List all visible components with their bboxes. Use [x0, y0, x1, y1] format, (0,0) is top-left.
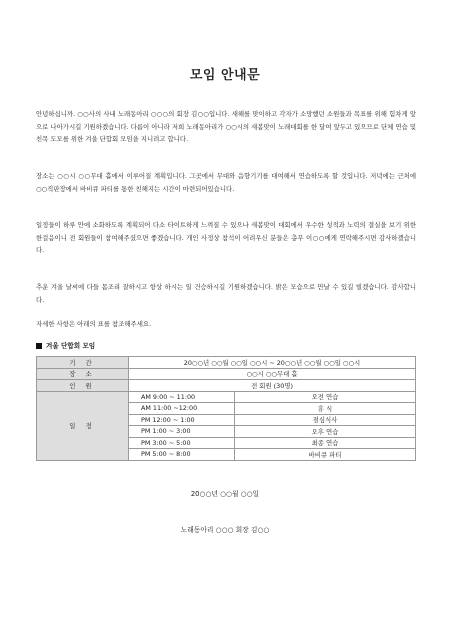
- people-label: 인 원: [37, 380, 129, 392]
- table-row: [37, 368, 416, 380]
- paragraph-closing: 추운 겨울 날씨에 다들 몸조리 잘하시고 항상 하시는 일 건승하시길 기원하겠습니다. 밝은 모습으로 만날 수 있길 빌겠습니다. 감사합니다.: [36, 283, 416, 304]
- schedule-activity: 오전 연습: [235, 391, 416, 403]
- people-value: 전 회원 (30명): [129, 380, 416, 392]
- paragraph-schedule-note: 일정들이 하루 안에 소화하도록 계획되어 다소 타이트하게 느껴질 수 있으나 새봄맞이 대회에서 우수한 성적과 노력의 결실을 보기 위한 한걸음이니 전 회원들이 참여해주셨으면 좋겠습니다. 개인 사정상 참석이 어려우신 분들은 총무 이○○에게 연락해주시면 감사하겠습니다.: [36, 221, 416, 254]
- paragraph-location: 장소는 ○○시 ○○무대 홀에서 이루어질 계획입니다. 그곳에서 무대와 음향기기를 대여해서 연습하도록 할 것입니다. 저녁에는 근처에 ○○직판장에서 바비큐 파티를 통한 친해지는 시간이 마련되어있습니다.: [36, 172, 416, 193]
- schedule-label: 일 정: [37, 391, 129, 460]
- table-row: [37, 357, 416, 369]
- page-title: 모임 안내문: [189, 68, 261, 83]
- schedule-activity: 휴 식: [235, 403, 416, 415]
- place-label: 장 소: [37, 368, 129, 380]
- schedule-time: PM 3:00 ~ 5:00: [129, 437, 235, 449]
- paragraph-refer-table: 자세한 사항은 아래의 표를 참조해주세요.: [36, 320, 152, 328]
- paragraph-greeting: 안녕하십니까. ○○사의 사내 노래동아리 ○○○의 회장 김○○입니다. 새해를 맞이하고 각자가 소망했던 소원들과 목표를 위해 힘차게 앞으로 나아가시길 기원하겠습니다. 다름이 아니라 저희 노래동아리가 ○○시의 새봄맞이 노래대회를 한 달여 앞두고 있으므로 단체 연습 및 친목 도모를 위한 겨울 단합회 모임을 지니려고 합니다.: [36, 110, 416, 143]
- period-label: 기 간: [37, 357, 129, 369]
- schedule-time: AM 9:00 ~ 11:00: [129, 391, 235, 403]
- square-bullet-icon: [36, 343, 42, 349]
- table-row: [37, 380, 416, 392]
- schedule-activity: 오후 연습: [235, 426, 416, 438]
- schedule-time: AM 11:00 ~12:00: [129, 403, 235, 415]
- table-row: [37, 391, 416, 403]
- schedule-time: PM 1:00 ~ 3:00: [129, 426, 235, 438]
- schedule-activity: 바비큐 파티: [235, 449, 416, 461]
- period-value: 20○○년 ○○월 ○○일 ○○시 ~ 20○○년 ○○월 ○○일 ○○시: [129, 357, 416, 369]
- schedule-activity: 최종 연습: [235, 437, 416, 449]
- schedule-time: PM 5:00 ~ 8:00: [129, 449, 235, 461]
- section-heading: [36, 340, 95, 350]
- info-table: [36, 356, 416, 461]
- place-value: ○○시 ○○무대 홀: [129, 368, 416, 380]
- document-date: 20○○년 ○○월 ○○일: [190, 490, 260, 498]
- schedule-time: PM 12:00 ~ 1:00: [129, 414, 235, 426]
- section-title: 겨울 단합회 모임: [46, 342, 96, 350]
- schedule-activity: 점심식사: [235, 414, 416, 426]
- signature: 노래동아리 ○○○ 회장 김○○: [180, 526, 270, 534]
